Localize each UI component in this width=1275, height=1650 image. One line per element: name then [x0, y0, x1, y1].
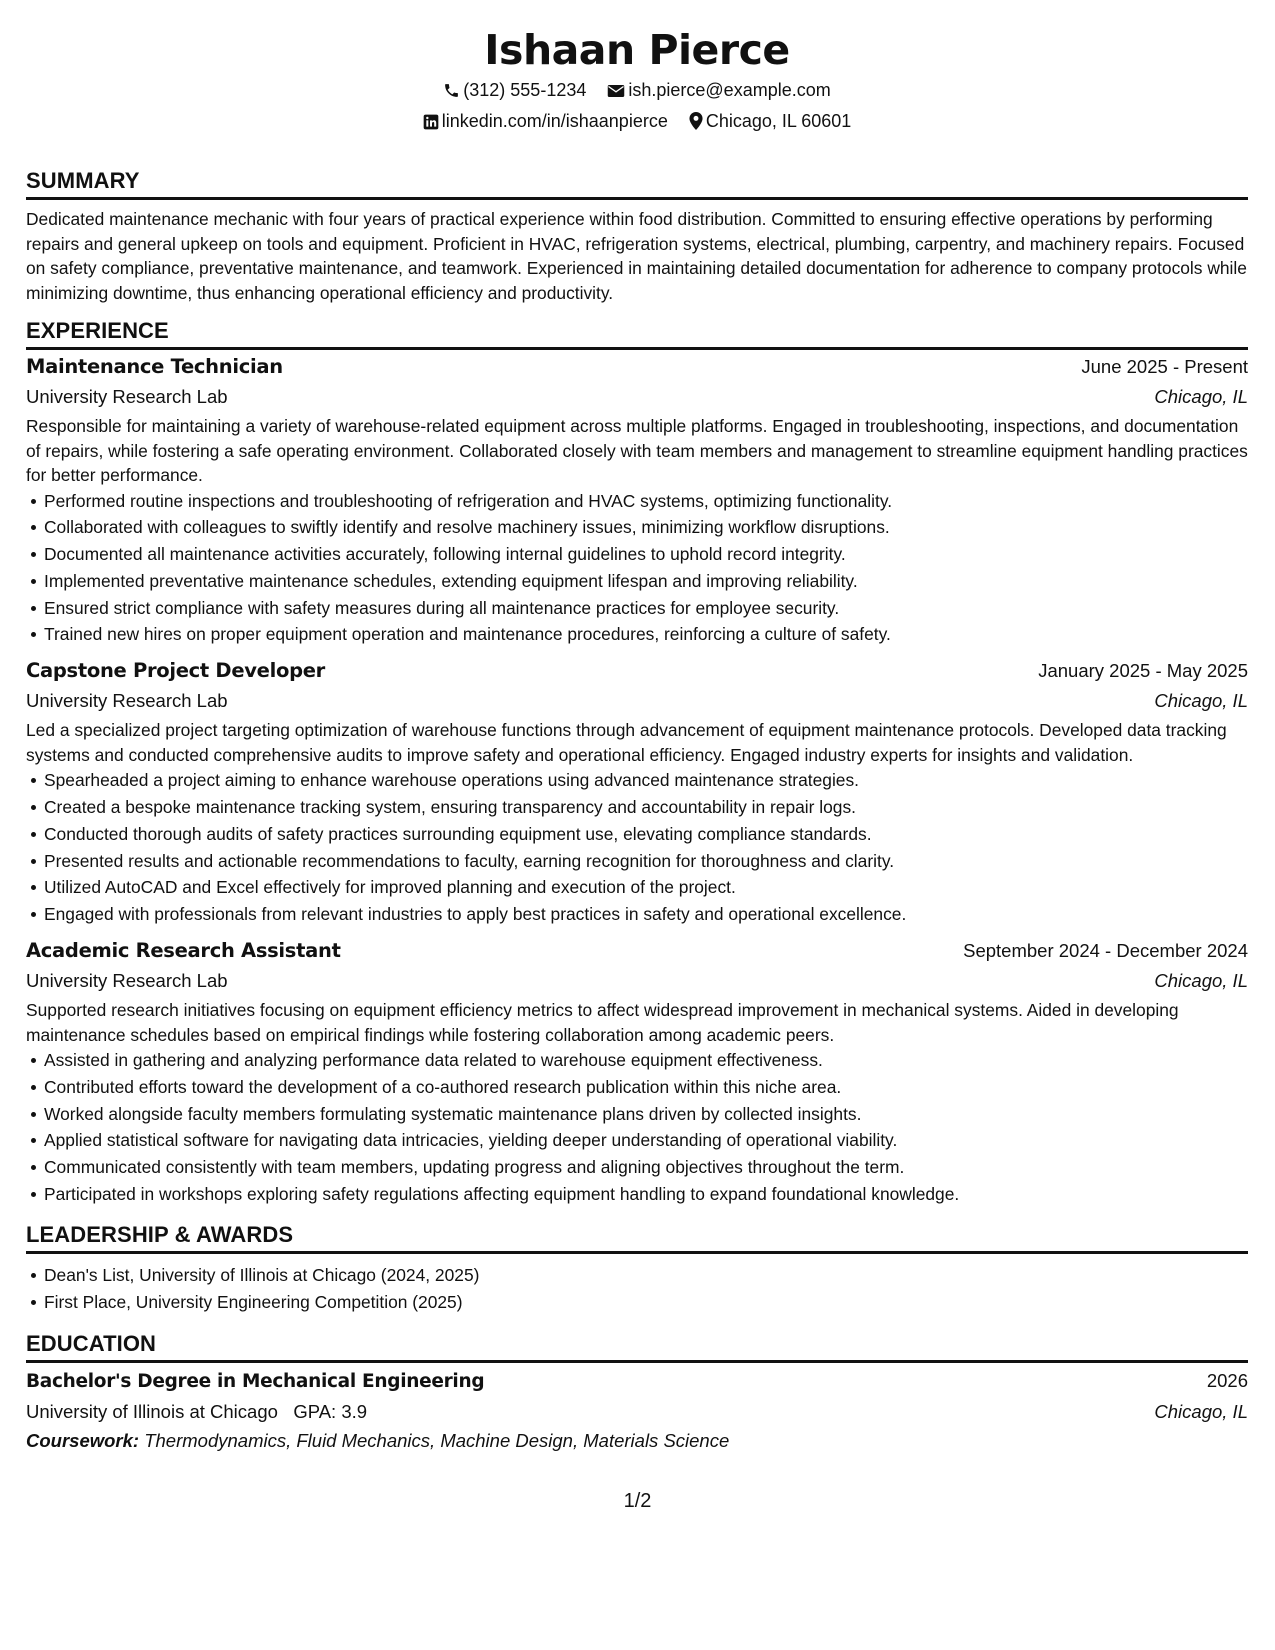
job-title: Maintenance Technician [26, 355, 283, 378]
candidate-name: Ishaan Pierce [484, 26, 790, 74]
list-item: Participated in workshops exploring safety regulations affecting equipment handling to expand foundational knowledge. [44, 1181, 1248, 1208]
education-subheader [26, 1397, 1248, 1427]
job-date: September 2024 - December 2024 [963, 940, 1248, 962]
job-bullets [26, 767, 1248, 928]
list-item: Spearheaded a project aiming to enhance warehouse operations using advanced maintenance strategies. [44, 767, 1248, 794]
job-location: Chicago, IL [1154, 386, 1248, 407]
phone-text: (312) 555-1234 [463, 80, 587, 100]
section-heading-education: EDUCATION [26, 1331, 1248, 1363]
list-item: Worked alongside faculty members formulating systematic maintenance plans driven by collected insights. [44, 1101, 1248, 1128]
job-org: University Research Lab [26, 690, 228, 712]
list-item: Conducted thorough audits of safety practices surrounding equipment use, elevating compliance standards. [44, 821, 1248, 848]
summary-section [26, 168, 1248, 305]
job-org: University Research Lab [26, 386, 228, 407]
contact-line-2 [26, 109, 1248, 140]
job-subheader [26, 966, 1248, 996]
coursework-text: Thermodynamics, Fluid Mechanics, Machine Design, Materials Science [144, 1430, 730, 1452]
list-item: Ensured strict compliance with safety measures during all maintenance practices for employee security. [44, 595, 1248, 622]
job-entry [26, 656, 1248, 928]
page-number: 1/2 [623, 1490, 652, 1512]
section-heading-summary: SUMMARY [26, 168, 1248, 200]
summary-text: Dedicated maintenance mechanic with four years of practical experience within food distribution. Committed to ensuring effective operations by performing repairs and general upkeep on tools and equipment. Proficient in HVAC, refrigeration systems, electrical, plumbing, carpentry, and machinery repairs. Focused on safety compliance, preventative maintenance, and teamwork. Experienced in maintaining detailed documentation for adherence to company protocols while minimizing downtime, thus enhancing operational efficiency and productivity. [26, 209, 1247, 303]
leadership-section [26, 1222, 1248, 1316]
section-heading-leadership: LEADERSHIP & AWARDS [26, 1222, 1248, 1254]
job-bullets [26, 1047, 1248, 1208]
job-description: Responsible for maintaining a variety of warehouse-related equipment across multiple platforms. Engaged in troubleshooting, inspections, and documentation of repairs, while fostering a safe operating environment. Collaborated closely with team members and management to streamline equipment handling practices for better performance. [26, 416, 1248, 485]
email-text: ish.pierce@example.com [628, 80, 831, 100]
degree-title: Bachelor's Degree in Mechanical Engineering [26, 1371, 485, 1393]
school-name: University of Illinois at Chicago [26, 1401, 278, 1423]
list-item: Applied statistical software for navigating data intricacies, yielding deeper understanding of operational viability. [44, 1127, 1248, 1154]
resume-page [26, 0, 1248, 1455]
list-item: First Place, University Engineering Competition (2025) [44, 1289, 1248, 1316]
list-item: Engaged with professionals from relevant industries to apply best practices in safety and operational excellence. [44, 901, 1248, 928]
location-text: Chicago, IL 60601 [705, 111, 852, 131]
coursework-line [26, 1427, 1248, 1455]
job-title: Capstone Project Developer [26, 659, 325, 683]
education-header [26, 1366, 1248, 1397]
location-contact [689, 109, 851, 133]
job-date: June 2025 - Present [1081, 356, 1248, 377]
job-entry [26, 352, 1248, 648]
job-org: University Research Lab [26, 970, 228, 992]
job-title: Academic Research Assistant [26, 939, 341, 963]
list-item: Collaborated with colleagues to swiftly identify and resolve machinery issues, minimizing workflow disruptions. [44, 514, 1248, 541]
experience-section [26, 318, 1248, 1208]
graduation-year: 2026 [1206, 1370, 1248, 1392]
job-bullets [26, 488, 1248, 649]
list-item: Documented all maintenance activities accurately, following internal guidelines to uphold record integrity. [44, 541, 1248, 568]
linkedin-text: linkedin.com/in/ishaanpierce [441, 111, 668, 131]
envelope-icon [607, 83, 625, 99]
job-date: January 2025 - May 2025 [1038, 660, 1248, 682]
job-subheader [26, 686, 1248, 716]
gpa: GPA: 3.9 [293, 1401, 368, 1423]
list-item: Utilized AutoCAD and Excel effectively for improved planning and execution of the project. [44, 874, 1248, 901]
list-item: Dean's List, University of Illinois at Chicago (2024, 2025) [44, 1262, 1248, 1289]
job-location: Chicago, IL [1154, 970, 1248, 992]
contact-line-1 [26, 78, 1248, 109]
job-header [26, 936, 1248, 966]
awards-list [26, 1262, 1248, 1316]
coursework-label: Coursework: [26, 1430, 140, 1452]
list-item: Trained new hires on proper equipment operation and maintenance procedures, reinforcing a culture of safety. [44, 621, 1248, 648]
linkedin-icon [423, 114, 439, 130]
education-section [26, 1331, 1248, 1455]
job-location: Chicago, IL [1154, 690, 1248, 712]
list-item: Created a bespoke maintenance tracking system, ensuring transparency and accountability in repair logs. [44, 794, 1248, 821]
job-subheader [26, 382, 1248, 412]
job-header [26, 656, 1248, 686]
section-heading-experience: EXPERIENCE [26, 318, 1248, 350]
phone-contact [443, 78, 586, 102]
phone-icon [443, 82, 460, 99]
linkedin-contact[interactable] [423, 109, 668, 133]
job-entry [26, 936, 1248, 1208]
school-line [26, 1397, 367, 1427]
list-item: Presented results and actionable recommendations to faculty, earning recognition for thoroughness and clarity. [44, 848, 1248, 875]
list-item: Performed routine inspections and troubleshooting of refrigeration and HVAC systems, optimizing functionality. [44, 488, 1248, 515]
list-item: Assisted in gathering and analyzing performance data related to warehouse equipment effectiveness. [44, 1047, 1248, 1074]
email-contact[interactable] [607, 78, 830, 102]
list-item: Contributed efforts toward the development of a co-authored research publication within this niche area. [44, 1074, 1248, 1101]
list-item: Communicated consistently with team members, updating progress and aligning objectives throughout the term. [44, 1154, 1248, 1181]
map-pin-icon [689, 112, 703, 130]
list-item: Implemented preventative maintenance schedules, extending equipment lifespan and improving reliability. [44, 568, 1248, 595]
job-description: Led a specialized project targeting optimization of warehouse functions through advancement of equipment maintenance protocols. Developed data tracking systems and conducted comprehensive audits to improve safety and operational efficiency. Engaged industry experts for insights and validation. [26, 720, 1227, 765]
job-description: Supported research initiatives focusing on equipment efficiency metrics to affect widespread improvement in mechanical systems. Aided in developing maintenance schedules based on empirical findings while fostering collaboration among academic peers. [26, 1000, 1179, 1045]
job-header [26, 352, 1248, 382]
school-location: Chicago, IL [1154, 1401, 1248, 1423]
